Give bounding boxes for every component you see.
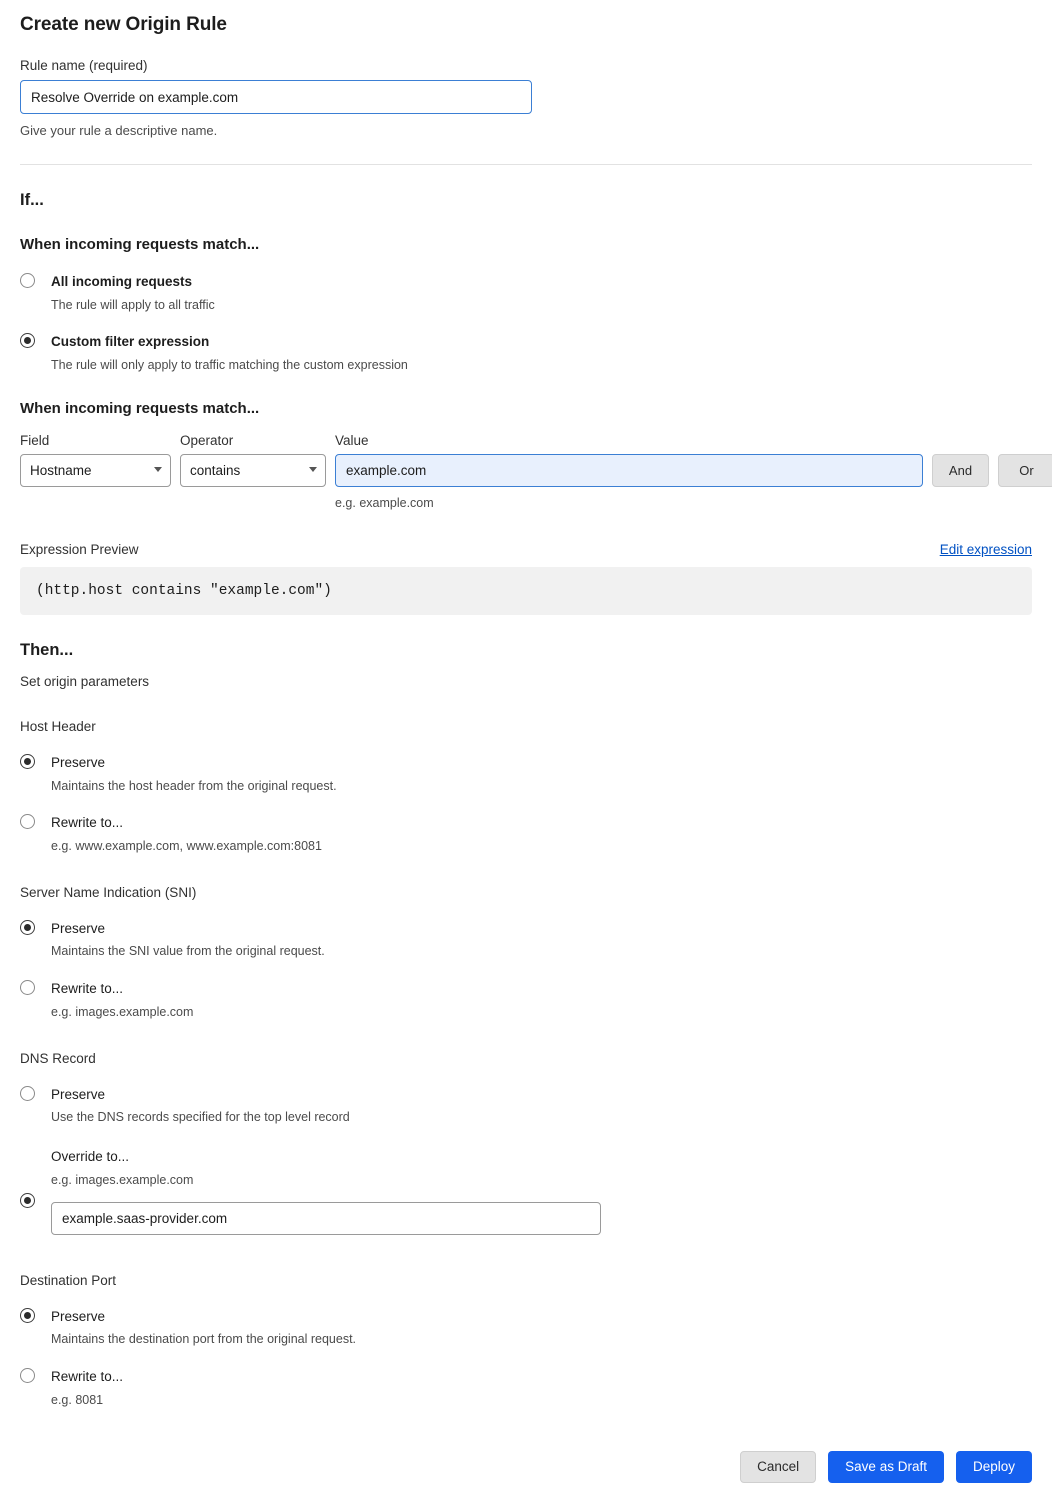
radio-description: e.g. 8081 [51,1392,104,1407]
radio-custom-filter-expression[interactable] [20,331,1032,373]
expression-preview-label: Expression Preview [20,541,139,557]
radio-icon[interactable] [20,1368,35,1383]
edit-expression-link[interactable]: Edit expression [939,541,1032,557]
radio-description: The rule will only apply to traffic matching the custom expression [51,358,408,373]
radio-description: e.g. www.example.com, www.example.com:8081 [51,839,322,853]
radio-label: Rewrite to... [51,981,124,997]
radio-label: Preserve [51,1308,106,1324]
radio-sni-rewrite[interactable] [20,978,1032,1020]
radio-icon[interactable] [20,814,35,829]
operator-select[interactable] [180,454,326,487]
radio-icon[interactable] [20,1308,35,1323]
rule-name-label: Rule name (required) [20,58,148,73]
rule-name-group [20,58,1032,138]
operator-label: Operator [180,432,234,448]
radio-description: e.g. images.example.com [51,1004,194,1019]
radio-description: Maintains the destination port from the original request. [51,1332,357,1347]
radio-icon[interactable] [20,754,35,769]
radio-dns-preserve[interactable] [20,1084,1032,1126]
radio-dns-override[interactable] [20,1146,1032,1234]
radio-label: Rewrite to... [51,815,124,831]
field-label: Field [20,432,50,448]
or-column [998,433,1052,487]
cancel-button[interactable]: Cancel [740,1451,816,1483]
radio-icon[interactable] [20,920,35,935]
sni-label: Server Name Indication (SNI) [20,884,197,900]
radio-sni-preserve[interactable] [20,918,1032,960]
destination-port-label: Destination Port [20,1272,117,1288]
radio-port-preserve[interactable] [20,1306,1032,1348]
radio-label: Preserve [51,920,106,936]
dns-record-label: DNS Record [20,1050,96,1066]
expression-preview-header [20,542,1032,557]
builder-heading: When incoming requests match... [20,399,260,417]
radio-label: Custom filter expression [51,334,210,350]
radio-label: All incoming requests [51,274,193,289]
and-button[interactable]: And [932,454,989,487]
radio-icon[interactable] [20,1193,35,1208]
value-label: Value [335,432,369,448]
radio-host-header-rewrite[interactable] [20,812,1032,854]
radio-host-header-preserve[interactable] [20,752,1032,794]
or-button[interactable]: Or [998,454,1052,487]
section-divider [20,164,1032,165]
radio-description: The rule will apply to all traffic [51,297,215,312]
radio-description: Use the DNS records specified for the top level record [51,1110,350,1125]
radio-icon[interactable] [20,333,35,348]
radio-icon[interactable] [20,273,35,288]
radio-label: Rewrite to... [51,1369,124,1385]
value-column [335,433,923,510]
radio-port-rewrite[interactable] [20,1366,1032,1408]
then-heading: Then... [20,640,74,659]
field-select[interactable] [20,454,171,487]
rule-name-input[interactable] [20,80,532,114]
radio-description: Maintains the host header from the original request. [51,778,337,793]
dns-override-input[interactable] [51,1202,601,1235]
radio-icon[interactable] [20,1086,35,1101]
value-input[interactable] [335,454,923,487]
operator-column [180,433,326,487]
deploy-button[interactable]: Deploy [956,1451,1032,1483]
expression-preview-box: (http.host contains "example.com") [20,567,1032,615]
radio-label: Preserve [51,754,106,770]
radio-all-incoming-requests[interactable] [20,271,1032,313]
if-heading: If... [20,191,44,209]
field-column [20,433,171,487]
radio-label: Override to... [51,1149,130,1165]
host-header-label: Host Header [20,718,96,734]
rule-name-help: Give your rule a descriptive name. [20,123,218,138]
radio-description: Maintains the SNI value from the original request. [51,944,325,959]
page-title: Create new Origin Rule [20,14,227,35]
save-as-draft-button[interactable]: Save as Draft [828,1451,944,1483]
radio-icon[interactable] [20,980,35,995]
then-subheading: Set origin parameters [20,673,150,689]
value-help: e.g. example.com [335,495,434,510]
condition-builder-row [20,433,1032,510]
match-heading: When incoming requests match... [20,236,260,253]
radio-label: Preserve [51,1086,106,1102]
and-column [932,433,989,487]
form-footer [0,1451,1052,1505]
radio-description: e.g. images.example.com [51,1172,194,1187]
